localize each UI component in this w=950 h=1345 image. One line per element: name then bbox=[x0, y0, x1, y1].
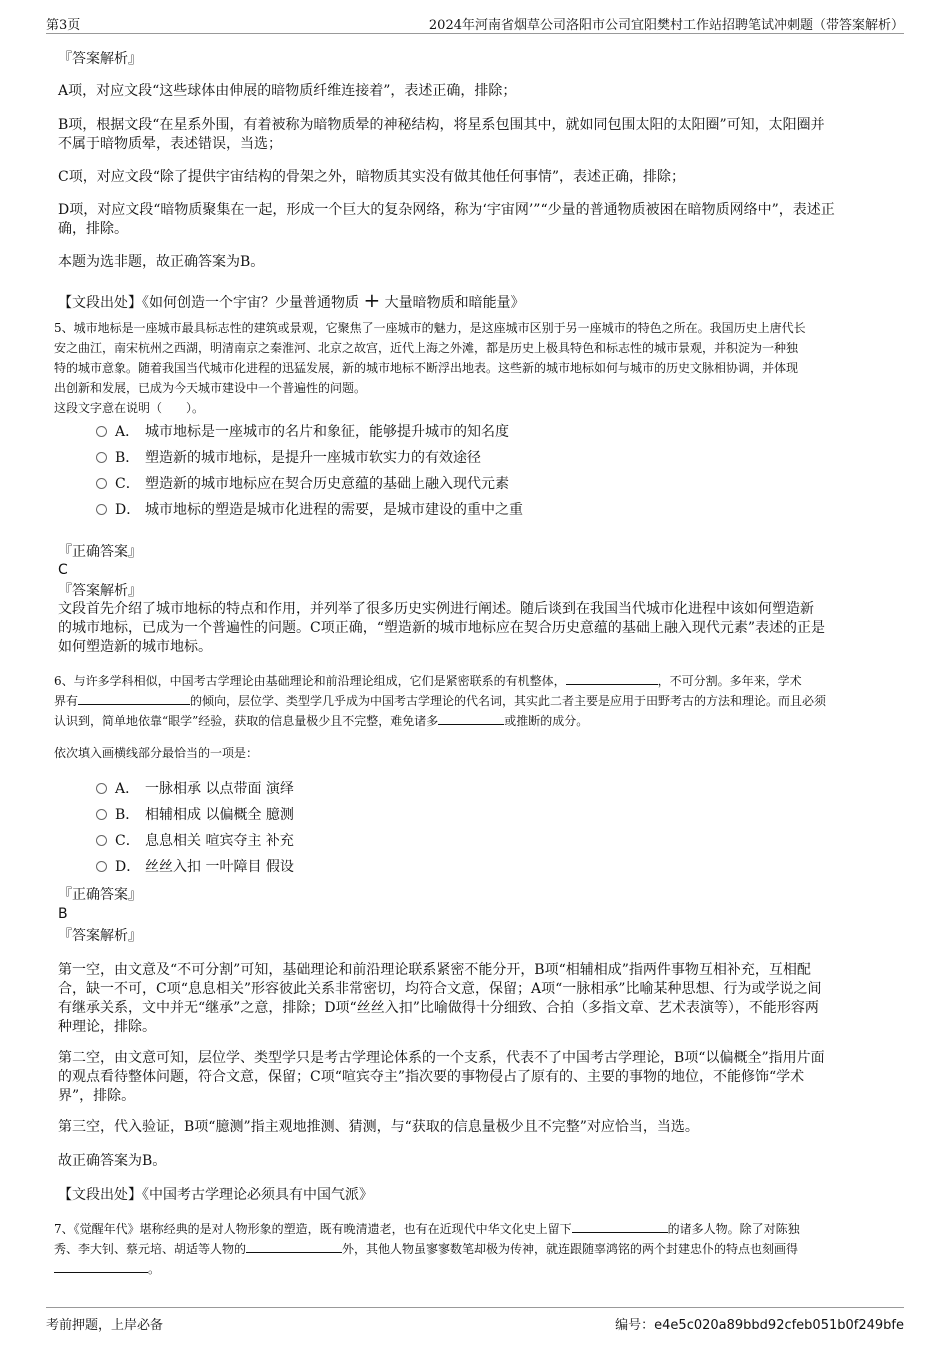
q5-answer-label: 『正确答案』 bbox=[58, 544, 142, 560]
option-text: 息息相关 喧宾夺主 补充 bbox=[145, 833, 294, 849]
q4-analysis-d-line1: D项，对应文段“暗物质聚集在一起，形成一个巨大的复杂网络，称为‘宇宙网’”“少量的普通物质被困在暗物质网络中”，表述正 bbox=[58, 202, 835, 218]
option-letter: D． bbox=[115, 859, 141, 875]
document-title: 2024年河南省烟草公司洛阳市公司宜阳樊村工作站招聘笔试冲刺题（带答案解析） bbox=[428, 18, 904, 33]
q7-stem-line2: 秀、李大钊、蔡元培、胡适等人物的 外，其他人物虽寥寥数笔却极为传神，就连跟随辜鸿铭的两个封建忠仆的特点也刻画得 bbox=[54, 1242, 799, 1256]
q4-source bbox=[58, 288, 894, 313]
blank-line bbox=[246, 1240, 342, 1253]
q6-answer: B bbox=[58, 906, 68, 922]
q7-stem-line3: 。 bbox=[54, 1259, 894, 1279]
q6-analysis-p1 bbox=[58, 961, 894, 1037]
q6-stem bbox=[54, 671, 894, 731]
q6-analysis-label: 『答案解析』 bbox=[58, 928, 142, 944]
q6-option-c[interactable] bbox=[96, 832, 294, 851]
q5-analysis-label: 『答案解析』 bbox=[58, 583, 142, 599]
option-letter: A． bbox=[115, 424, 140, 440]
q6-analysis-p3: 第三空，代入验证，B项“臆测”指主观地推测、猜测，与“获取的信息量极少且不完整”对应恰当，当选。 bbox=[58, 1119, 699, 1135]
q5-stem-line4: 出创新和发展，已成为今天城市建设中一个普遍性的问题。 bbox=[54, 381, 367, 395]
footer-divider bbox=[46, 1307, 904, 1308]
option-text: 城市地标是一座城市的名片和象征，能够提升城市的知名度 bbox=[145, 424, 509, 440]
q5-option-d[interactable] bbox=[96, 501, 523, 520]
q5-option-c[interactable] bbox=[96, 475, 509, 494]
q6-analysis-p2-line2: 的观点看待整体问题，符合文意，保留；C项“喧宾夺主”指次要的事物侵占了原有的、主要的事物的地位，不能修饰“学术 bbox=[58, 1069, 805, 1085]
q6-option-a[interactable] bbox=[96, 780, 294, 799]
option-letter: D． bbox=[115, 502, 141, 518]
q5-stem-line1: 5、城市地标是一座城市最具标志性的建筑或景观，它聚焦了一座城市的魅力，是这座城市区别于另一座城市的特色之所在。我国历史上唐代长 bbox=[54, 321, 806, 335]
document-code bbox=[615, 1314, 904, 1333]
q6-analysis-p1-line3: 有继承关系，文中并无“继承”之意，排除；D项“丝丝入扣”比喻做得十分细致、合拍（多指文章、艺术表演等），不能形容两 bbox=[58, 1000, 819, 1016]
q5-stem bbox=[54, 318, 894, 398]
q4-analysis-b bbox=[58, 116, 894, 154]
blank-line bbox=[54, 1260, 148, 1273]
option-text: 塑造新的城市地标应在契合历史意蕴的基础上融入现代元素 bbox=[145, 476, 509, 492]
radio-icon[interactable] bbox=[96, 783, 107, 794]
option-letter: B． bbox=[115, 807, 140, 823]
q4-analysis-b-line1: B项，根据文段“在星系外围，有着被称为暗物质晕的神秘结构，将星系包围其中，就如同包围太阳的太阳圈”可知，太阳圈并 bbox=[58, 117, 825, 133]
q4-source-prefix: 【文段出处】《如何创造一个宇宙？少量普通物质 bbox=[58, 295, 359, 311]
q6-answer-label: 『正确答案』 bbox=[58, 887, 142, 903]
q6-stem-line3: 认识到，简单地依靠“眼学”经验，获取的信息量极少且不完整，难免诸多 或推断的成分。 bbox=[54, 714, 589, 728]
q5-analysis-line2: 的城市地标，已成为一个普遍性的问题。C项正确，“塑造新的城市地标应在契合历史意蕴的基础上融入现代元素”表述的正是 bbox=[58, 620, 826, 636]
blank-line bbox=[566, 672, 658, 685]
option-text: 塑造新的城市地标，是提升一座城市软实力的有效途径 bbox=[145, 450, 481, 466]
blank-line bbox=[78, 692, 190, 705]
q4-source-plus: + bbox=[363, 288, 381, 312]
option-letter: C． bbox=[115, 833, 140, 849]
q6-source: 【文段出处】《中国考古学理论必须具有中国气派》 bbox=[58, 1187, 373, 1203]
q4-analysis-c: C项，对应文段“除了提供宇宙结构的骨架之外，暗物质其实没有做其他任何事情”，表述正确，排除； bbox=[58, 169, 686, 185]
radio-icon[interactable] bbox=[96, 452, 107, 463]
document-code-label: 编号： bbox=[615, 1318, 655, 1333]
q4-analysis-d-line2: 确，排除。 bbox=[58, 221, 128, 237]
header-divider bbox=[46, 33, 904, 34]
q6-option-d[interactable] bbox=[96, 858, 294, 877]
option-text: 一脉相承 以点带面 演绎 bbox=[145, 781, 294, 797]
q4-analysis-b-line2: 不属于暗物质晕，表述错误，当选； bbox=[58, 136, 282, 152]
option-text: 城市地标的塑造是城市化进程的需要，是城市建设的重中之重 bbox=[145, 502, 523, 518]
q5-analysis bbox=[58, 600, 894, 657]
q5-analysis-line1: 文段首先介绍了城市地标的特点和作用，并列举了很多历史实例进行阐述。随后谈到在我国当代城市化进程中该如何塑造新 bbox=[58, 601, 814, 617]
option-letter: C． bbox=[115, 476, 140, 492]
radio-icon[interactable] bbox=[96, 861, 107, 872]
radio-icon[interactable] bbox=[96, 835, 107, 846]
q4-conclusion: 本题为选非题，故正确答案为B。 bbox=[58, 254, 265, 270]
q7-stem-line1: 7、《觉醒年代》堪称经典的是对人物形象的塑造，既有晚清遗老，也有在近现代中华文化史上留下 的诸多人物。除了对陈独 bbox=[54, 1222, 800, 1236]
q6-analysis-p2-line3: 界”，排除。 bbox=[58, 1088, 136, 1104]
q4-analysis-d bbox=[58, 201, 894, 239]
q6-analysis-p1-line4: 种理论，排除。 bbox=[58, 1019, 156, 1035]
q4-source-suffix: 大量暗物质和暗能量》 bbox=[384, 295, 525, 311]
q4-analysis-label: 『答案解析』 bbox=[58, 51, 142, 67]
q4-analysis-a: A项，对应文段“这些球体由伸展的暗物质纤维连接着”，表述正确，排除； bbox=[58, 83, 517, 99]
q5-option-b[interactable] bbox=[96, 449, 481, 468]
option-text: 丝丝入扣 一叶障目 假设 bbox=[145, 859, 294, 875]
page-number: 第3页 bbox=[46, 18, 81, 33]
q5-analysis-line3: 如何塑造新的城市地标。 bbox=[58, 639, 212, 655]
radio-icon[interactable] bbox=[96, 809, 107, 820]
q6-analysis-p1-line1: 第一空，由文意及“不可分割”可知，基础理论和前沿理论联系紧密不能分开，B项“相辅相成”指两件事物互相补充，互相配 bbox=[58, 962, 811, 978]
q5-option-a[interactable] bbox=[96, 423, 509, 442]
q6-prompt: 依次填入画横线部分最恰当的一项是： bbox=[54, 746, 259, 760]
option-letter: A． bbox=[115, 781, 140, 797]
q6-conclusion: 故正确答案为B。 bbox=[58, 1153, 167, 1169]
q5-answer: C bbox=[58, 562, 68, 578]
q6-option-b[interactable] bbox=[96, 806, 294, 825]
option-text: 相辅相成 以偏概全 臆测 bbox=[145, 807, 294, 823]
footer-slogan: 考前押题，上岸必备 bbox=[46, 1318, 164, 1333]
document-code-value: e4e5c020a89bbd92cfeb051b0f249bfe bbox=[654, 1318, 904, 1333]
radio-icon[interactable] bbox=[96, 504, 107, 515]
radio-icon[interactable] bbox=[96, 478, 107, 489]
q6-analysis-p1-line2: 合，缺一不可，C项“息息相关”形容彼此关系非常密切，均符合文意，保留；A项“一脉相承”比喻某种思想、行为或学说之间 bbox=[58, 981, 822, 997]
q6-stem-line1: 6、与许多学科相似，中国考古学理论由基础理论和前沿理论组成，它们是紧密联系的有机整体， ，不可分割。多年来，学术 bbox=[54, 674, 802, 688]
radio-icon[interactable] bbox=[96, 426, 107, 437]
blank-line bbox=[572, 1220, 668, 1233]
q6-analysis-p2-line1: 第二空，由文意可知，层位学、类型学只是考古学理论体系的一个支系，代表不了中国考古学理论，B项“以偏概全”指用片面 bbox=[58, 1050, 825, 1066]
q5-stem-line2: 安之曲江，南宋杭州之西湖，明清南京之秦淮河、北京之故宫，近代上海之外滩，都是历史上极具特色和标志性的城市景观，并积淀为一种独 bbox=[54, 341, 799, 355]
q7-stem bbox=[54, 1219, 894, 1279]
blank-line bbox=[438, 712, 504, 725]
q5-prompt: 这段文字意在说明（ ）。 bbox=[54, 401, 205, 415]
q6-analysis-p2 bbox=[58, 1049, 894, 1106]
option-letter: B． bbox=[115, 450, 140, 466]
q6-stem-line2: 界有 的倾向，层位学、类型学几乎成为中国考古学理论的代名词，其实此二者主要是应用于田野考古的方法和理论。而且必须 bbox=[54, 694, 827, 708]
q5-stem-line3: 特的城市意象。随着我国当代城市化进程的迅猛发展，新的城市地标不断浮出地表。这些新的城市地标如何与城市的历史文脉相协调，并体现 bbox=[54, 361, 799, 375]
